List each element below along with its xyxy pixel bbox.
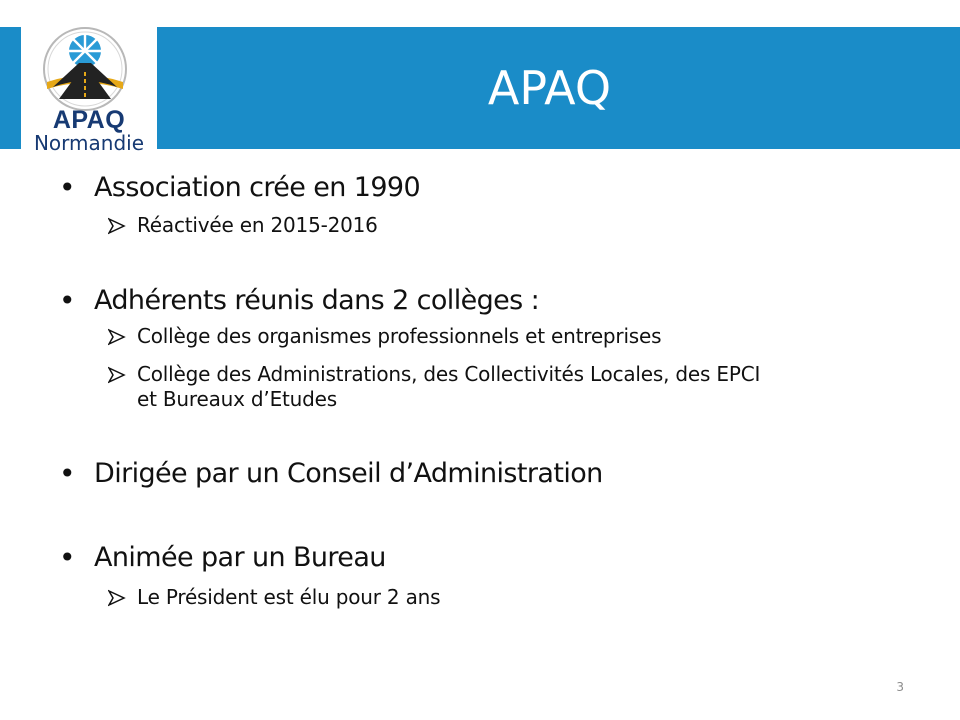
logo-title: APAQ <box>52 106 126 134</box>
bullet-bureau: Animée par un Bureau <box>94 542 386 573</box>
bullet-adherents: Adhérents réunis dans 2 collèges : <box>94 285 540 316</box>
arrow-bullet-icon <box>108 328 126 346</box>
bullet-dot: • <box>59 457 76 490</box>
logo-subtitle: Normandie <box>33 131 145 155</box>
sub-bullet-reactivee: Réactivée en 2015-2016 <box>137 213 378 237</box>
sub-bullet-college-organismes: Collège des organismes professionnels et entreprises <box>137 324 662 348</box>
bullet-dot: • <box>59 284 76 317</box>
arrow-bullet-icon <box>108 589 126 607</box>
arrow-bullet-icon <box>108 217 126 235</box>
bullet-dot: • <box>59 171 76 204</box>
arrow-bullet-icon <box>108 366 126 384</box>
sub-bullet-college-administrations: Collège des Administrations, des Collectivités Locales, des EPCI <box>137 362 761 386</box>
page-number: 3 <box>896 680 904 694</box>
bullet-dot: • <box>59 541 76 574</box>
sub-bullet-president: Le Président est élu pour 2 ans <box>137 585 441 609</box>
sub-bullet-college-administrations-cont: et Bureaux d’Etudes <box>137 387 337 411</box>
slide-title: APAQ <box>487 61 612 115</box>
bullet-conseil: Dirigée par un Conseil d’Administration <box>94 458 603 489</box>
bullet-association: Association crée en 1990 <box>94 172 421 203</box>
